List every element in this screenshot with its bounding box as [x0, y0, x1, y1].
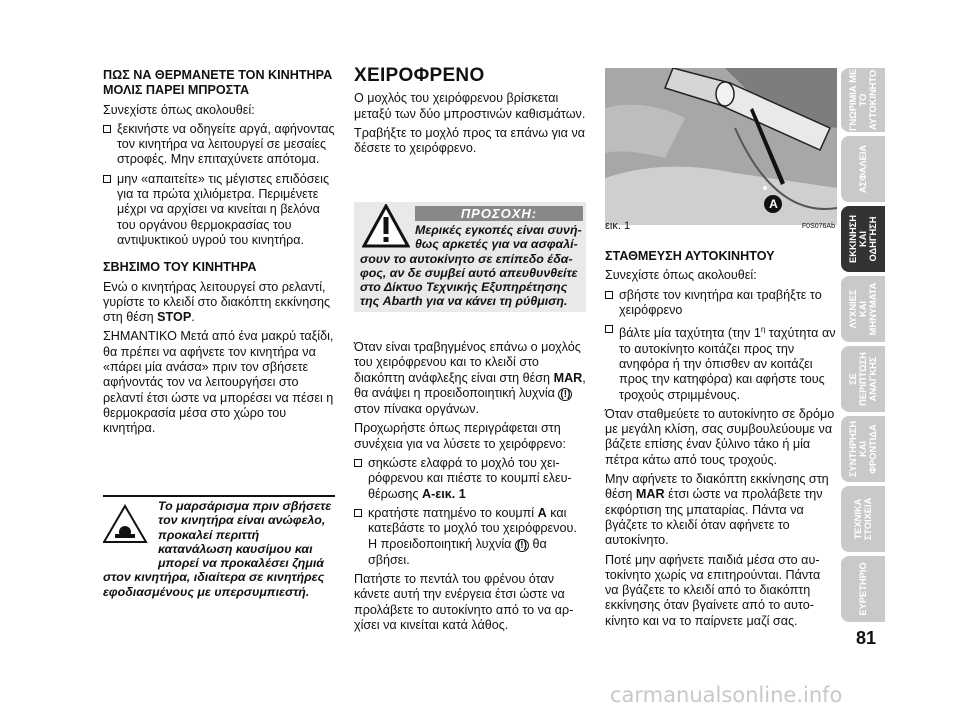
paragraph: Πατήστε το πεντάλ του φρένου όταν κάνετε αυτή την ενέργεια έτσι ώστε να προλάβετε το αυτοκίνητο από το να αρχίσει να κινείται κατά λάθος.	[354, 572, 574, 633]
figure-callout-a: A	[769, 197, 778, 211]
warning-label: ΠΡΟΣΟΧΗ:	[415, 206, 583, 221]
brake-warning-icon: (!)	[516, 539, 527, 551]
column-middle-lower	[354, 340, 586, 637]
bullet-item: μην «απαιτείτε» τις μέγιστες επιδόσεις για τα πρώτα χιλιόμετρα. Περιμένετε μέχρι να αρχίσει να κινείται η βελόνα του οργάνου θερμοκρασίας του αντιψυκτικού υγρού του κινητήρα.	[103, 172, 335, 248]
tab-getting-to-know[interactable]: ΓΝΩΡΙΜΙΑ ΜΕ ΤΟ ΑΥΤΟΚΙΝΗΤΟ	[841, 68, 885, 132]
heading-parking: ΣΤΑΘΜΕΥΣΗ ΑΥΤΟΚΙΝΗΤΟΥ	[605, 249, 775, 263]
divider	[103, 495, 335, 497]
paragraph: Συνεχίστε όπως ακολουθεί:	[605, 268, 757, 283]
bullet-item: ξεκινήστε να οδηγείτε αργά, αφήνοντας τον κινητήρα να λειτουργεί σε μεσαίες στροφές. Μην επιταχύνετε απότομα.	[103, 122, 335, 168]
column-right	[605, 249, 837, 633]
column-middle	[354, 65, 586, 160]
handbrake-illustration	[605, 68, 837, 225]
paragraph: Ο μοχλός του χειρόφρενου βρίσκεται μεταξύ των δύο μπροστινών καθισμάτων.	[354, 91, 586, 121]
column-left	[103, 68, 335, 441]
paragraph: Όταν είναι τραβηγμένος επάνω ο μοχλός του χειρόφρενου και το κλειδί στο διακόπτη ανάφλεξης είναι στη θέση MAR, θα ανάψει η προειδοποιητική λυχνία (!) στον πίνακα οργάνων.	[354, 340, 586, 417]
engine-note-text: Το μαρσάρισμα πριν σβήσετε τον κινητήρα είναι ανώφελο, προκαλεί περιττή κατανάλωση καυσίμου και μπορεί να προκαλέσει ζημιά στον κινητήρα, ιδιαίτερα σε κινητήρες εφοδιασμένους με υπερσυμπιεστή.	[103, 499, 332, 599]
paragraph: Προχωρήστε όπως περιγράφεται στη συνέχεια για να λύσετε το χειρόφρενο:	[354, 421, 566, 451]
tab-technical-data[interactable]: ΤΕΧΝΙΚΑ ΣΤΟΙΧΕΙΑ	[841, 486, 885, 552]
tab-emergency[interactable]: ΣΕ ΠΕΡΙΠΤΩΣΗ ΑΝΑΓΚΗΣ	[841, 346, 885, 412]
bullet-item: κρατήστε πατημένο το κουμπί A και κατεβάστε το μοχλό του χειρόφρενου. Η προειδοποιητική λυχνία (!) θα σβήσει.	[354, 506, 586, 568]
paragraph: Ενώ ο κινητήρας λειτουργεί στο ρελαντί, γυρίστε το κλειδί στο διακόπτη εκκίνησης στη θέση STOP.	[103, 279, 331, 325]
warning-text: Μερικές εγκοπές είναι συνήθως αρκετές για να ασφαλίσουν το αυτοκίνητο σε επίπεδο έδαφος, αν δε συμβεί αυτό απευθυνθείτε στο Δίκτυο Τεχνικής Εξυπηρέτησης της Abarth για να κάνει τη ρύθμιση.	[360, 223, 582, 309]
tab-lights-messages[interactable]: ΛΥΧΝΙΕΣ ΚΑΙ ΜΗΝΥΜΑΤΑ	[841, 276, 885, 342]
bullet-item: σηκώστε ελαφρά το μοχλό του χειρόφρενου και πιέστε το κουμπί ελευθέρωσης A-εικ. 1	[354, 456, 586, 502]
section-title: ΧΕΙΡΟΦΡΕΝΟ	[354, 65, 485, 86]
paragraph: Τραβήξτε το μοχλό προς τα επάνω για να δέσετε το χειρόφρενο.	[354, 125, 586, 156]
heading-engine-stop: ΣΒΗΣΙΜΟ ΤΟΥ ΚΙΝΗΤΗΡΑ	[103, 260, 257, 275]
brake-warning-icon: (!)	[560, 388, 571, 400]
paragraph: Μην αφήνετε το διακόπτη εκκίνησης στη θέση MAR έτσι ώστε να προλάβετε την εκφόρτιση της μπαταρίας. Πάντα να βγάζετε το κλειδί όταν αφήνετε το αυτοκίνητο.	[605, 472, 829, 548]
bullet-item: βάλτε μία ταχύτητα (την $1^\eta$ ταχύτητα αν το αυτοκίνητο κοιτάζει προς την ανηφόρα ή την όπισθεν αν κοιτάζει προς την κατηφόρα) και αφήστε τους τροχούς στριμμένους.	[605, 322, 837, 403]
tab-index[interactable]: ΕΥΡΕΤΗΡΙΟ	[841, 556, 885, 622]
heading-warm-up: ΠΩΣ ΝΑ ΘΕΡΜΑΝΕΤΕ ΤΟΝ ΚΙΝΗΤΗΡΑ ΜΟΛΙΣ ΠΑΡΕΙ ΜΠΡΟΣΤΑ	[103, 68, 333, 98]
bullet-item: σβήστε τον κινητήρα και τραβήξτε το χειρόφρενο	[605, 288, 837, 319]
figure-label: εικ. 1	[605, 220, 631, 232]
tab-safety[interactable]: ΑΣΦΑΛΕΙΑ	[841, 136, 885, 202]
watermark: carmanualsonline.info	[610, 683, 843, 707]
figure-code: F0S076Ab	[801, 223, 835, 230]
tab-starting-driving[interactable]: ΕΚΚΙΝΗΣΗ ΚΑΙ ΟΔΗΓΗΣΗ	[841, 206, 885, 272]
paragraph-important: ΣΗΜΑΝΤΙΚΟ Μετά από ένα μακρύ ταξίδι, θα πρέπει να αφήνετε τον κινητήρα να «πάρει μία ανάσα» πριν τον σβήσετε αφήνοντάς τον να λειτουργήσει στο ρελαντί έτσι ώστε να μπορέσει να πέσει η θερμοκρασία μέσα στο χώρο του κινητήρα.	[103, 329, 334, 436]
paragraph: Συνεχίστε όπως ακολουθεί:	[103, 102, 255, 117]
paragraph: Ποτέ μην αφήνετε παιδιά μέσα στο αυτοκίνητο χωρίς να επιτηρούνται. Πάντα να βγάζετε το κλειδί από το διακόπτη εκκίνησης όταν βγαίνετε από το αυτοκίνητο και να το παίρνετε μαζί σας.	[605, 552, 821, 628]
handbrake-figure	[605, 68, 837, 225]
tab-maintenance[interactable]: ΣΥΝΤΗΡΗΣΗ ΚΑΙ ΦΡΟΝΤΙΔΑ	[841, 416, 885, 482]
paragraph: Όταν σταθμεύετε το αυτοκίνητο σε δρόμο με μεγάλη κλίση, σας συμβουλεύουμε να βάζετε επίσης έναν ξύλινο τάκο ή μία πέτρα κάτω από τους τροχούς.	[605, 406, 835, 467]
figure-caption	[605, 220, 837, 232]
page-number: 81	[856, 628, 877, 648]
